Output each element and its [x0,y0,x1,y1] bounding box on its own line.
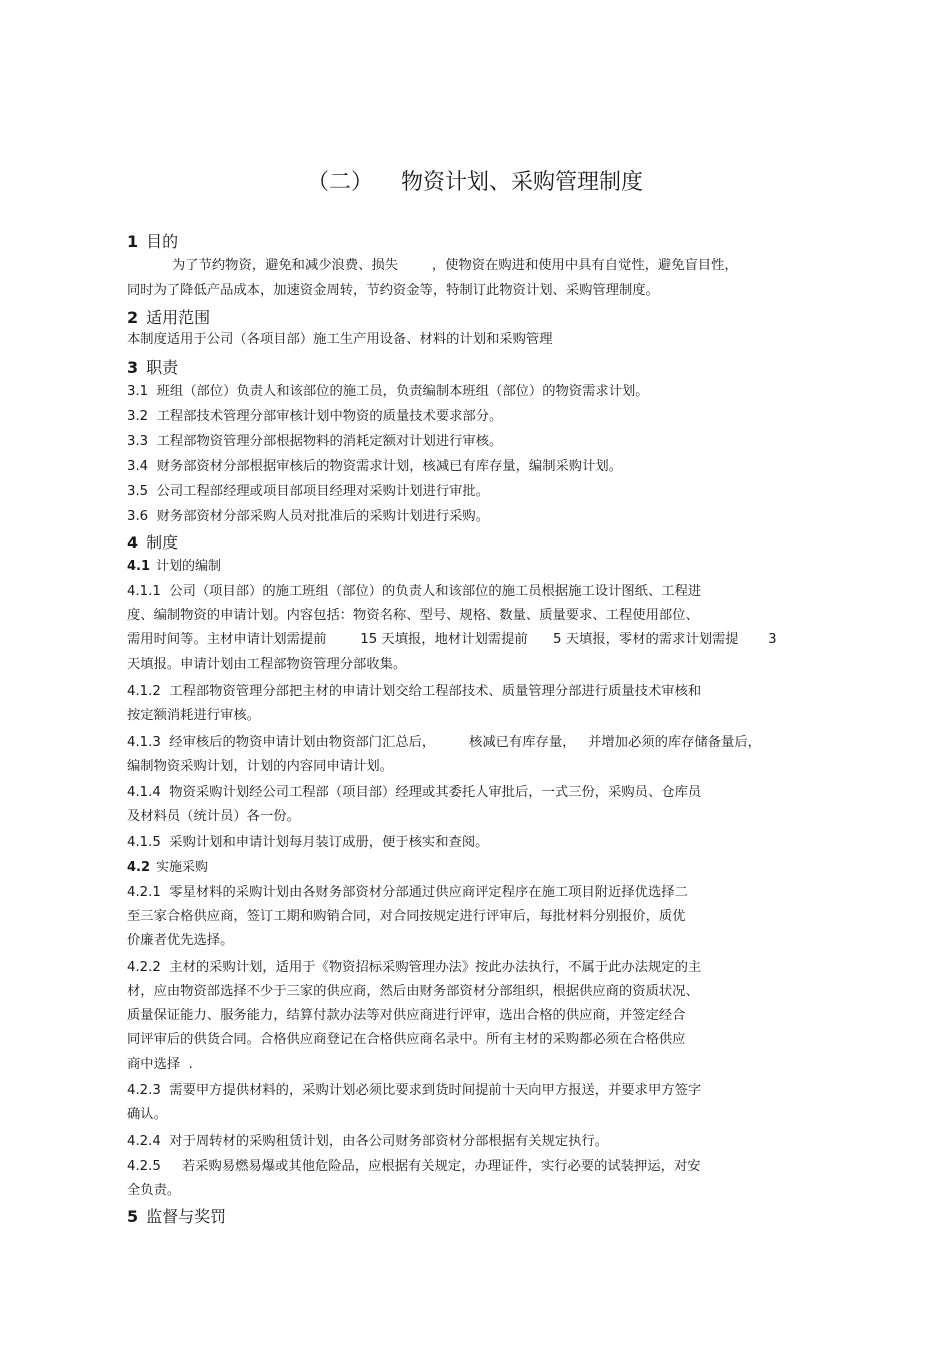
section-title: 监督与奖罚 [146,1207,227,1226]
paragraph-line: 度、编制物资的申请计划。内容包括：物资名称、型号、规格、数量、质量要求、工程使用部位、 [127,608,699,623]
paragraph-line: 质量保证能力、服务能力，结算付款办法等对供应商进行评审，选出合格的供应商，并签定经合 [127,1008,686,1023]
paragraph-line: 4.1.4 物资采购计划经公司工程部（项目部）经理或其委托人审批后，一式三份，采购员、仓库员 [127,785,702,800]
subsection-title: 实施采购 [156,860,209,875]
list-item: 3.1 班组（部位）负责人和该部位的施工员，负责编制本班组（部位）的物资需求计划。 [127,384,649,399]
paragraph-line: 4.1.2 工程部物资管理分部把主材的申请计划交给工程部技术、质量管理分部进行质量技术审核和 [127,684,702,699]
section-number: 3 [127,358,139,377]
paragraph-line: 本制度适用于公司（各项目部）施工生产用设备、材料的计划和采购管理 [127,332,553,347]
section-heading-3 [127,357,178,379]
list-item: 3.3 工程部物资管理分部根据物料的消耗定额对计划进行审核。 [127,434,503,449]
section-title: 制度 [146,533,179,552]
section-title: 职责 [146,358,179,377]
paragraph-line: 价廉者优先选择。 [127,933,234,948]
list-item: 3.6 财务部资材分部采购人员对批准后的采购计划进行采购。 [127,509,490,524]
paragraph-line: 需用时间等。主材申请计划需提前 15 天填报，地材计划需提前 5 天填报，零材的需求计划需提 3 [127,632,777,647]
paragraph-line: 及材料员（统计员）各一份。 [127,809,300,824]
paragraph-line: 4.2.5 若采购易燃易爆或其他危险品，应根据有关规定，办理证件，实行必要的试装押运，对安 [127,1159,701,1174]
list-item: 3.4 财务部资材分部根据审核后的物资需求计划，核减已有库存量，编制采购计划。 [127,459,622,474]
paragraph-line: 材，应由物资部选择不少于三家的供应商，然后由财务部资材分部组织，根据供应商的资质状况、 [127,984,699,999]
section-number: 2 [127,308,139,327]
paragraph-line: 全负责。 [127,1183,181,1198]
paragraph-line: 商中选择 . [127,1057,193,1072]
paragraph-line: 4.2.4 对于周转材的采购租赁计划，由各公司财务部资材分部根据有关规定执行。 [127,1134,609,1149]
paragraph-line: 4.1.3 经审核后的物资申请计划由物资部门汇总后， 核减已有库存量， 并增加必须的库存储备量后， [127,735,761,750]
paragraph-line: 4.2.2 主材的采购计划，适用于《物资招标采购管理办法》按此办法执行，不属于此办法规定的主 [127,960,702,975]
paragraph-line: 同时为了降低产品成本，加速资金周转，节约资金等，特制订此物资计划、采购管理制度。 [127,283,659,298]
page-title: （二） 物资计划、采购管理制度 [307,170,643,195]
list-item: 3.5 公司工程部经理或项目部项目经理对采购计划进行审批。 [127,484,490,499]
subsection-heading-4-1 [127,557,221,577]
section-number: 4 [127,533,139,552]
paragraph-line: 编制物资采购计划，计划的内容同申请计划。 [127,759,393,774]
section-heading-5 [127,1206,226,1228]
paragraph-line: 4.1.1 公司（项目部）的施工班组（部位）的负责人和该部位的施工员根据施工设计图纸、工程进 [127,584,702,599]
subsection-heading-4-2 [127,858,208,878]
subsection-number: 4.1 [127,559,151,574]
paragraph-line: 天填报。申请计划由工程部物资管理分部收集。 [127,657,407,672]
paragraph-line: 同评审后的供货合同。合格供应商登记在合格供应商名录中。所有主材的采购都必须在合格供应 [127,1032,686,1047]
section-heading-1 [127,231,178,253]
paragraph-line: 为了节约物资，避免和减少浪费、损失 ，使物资在购进和使用中具有自觉性，避免盲目性， [172,258,738,273]
subsection-number: 4.2 [127,860,151,875]
paragraph-line: 按定额消耗进行审核。 [127,708,260,723]
paragraph-line: 4.1.5 采购计划和申请计划每月装订成册，便于核实和查阅。 [127,835,489,850]
paragraph-line: 4.2.1 零星材料的采购计划由各财务部资材分部通过供应商评定程序在施工项目附近择优选择二 [127,885,688,900]
section-heading-2 [127,307,210,329]
section-number: 1 [127,232,139,251]
section-title: 适用范围 [146,308,211,327]
subsection-title: 计划的编制 [156,559,222,574]
paragraph-line: 4.2.3 需要甲方提供材料的，采购计划必须比要求到货时间提前十天向甲方报送，并要求甲方签字 [127,1083,702,1098]
paragraph-line: 至三家合格供应商，签订工期和购销合同，对合同按规定进行评审后，每批材料分别报价，质优 [127,909,686,924]
section-title: 目的 [146,232,179,251]
section-number: 5 [127,1207,139,1226]
paragraph-line: 确认。 [127,1107,167,1122]
list-item: 3.2 工程部技术管理分部审核计划中物资的质量技术要求部分。 [127,409,503,424]
section-heading-4 [127,532,178,554]
